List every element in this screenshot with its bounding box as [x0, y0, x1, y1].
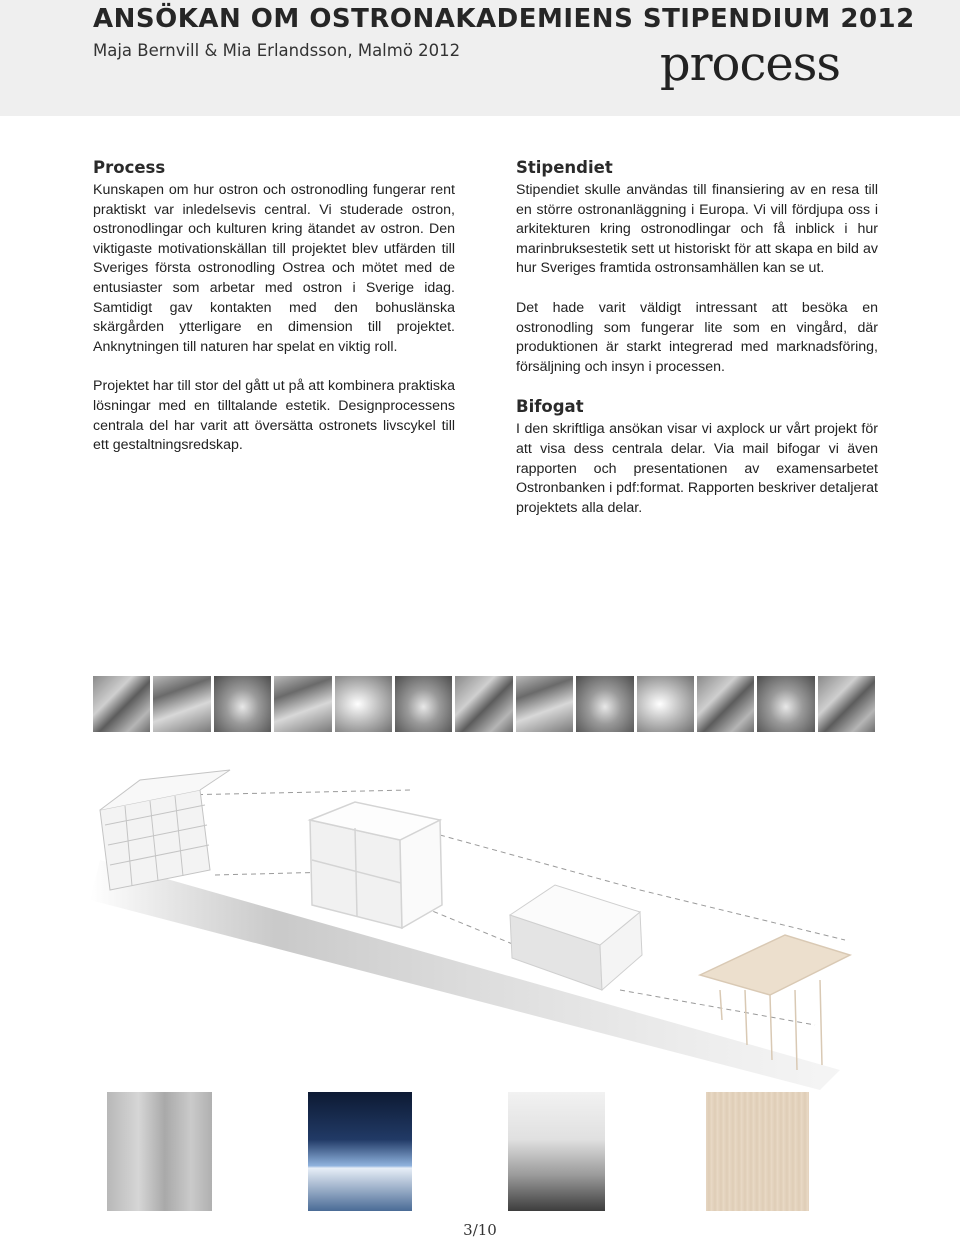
oyster-thumbnail: [93, 676, 150, 732]
oyster-thumbnail: [455, 676, 512, 732]
oyster-thumbnail: [153, 676, 210, 732]
process-paragraph-2: Projektet har till stor del gått ut på att kombinera praktiska lösningar med en tilltalande estetik. Designprocessens centrala del har varit att översätta ostronets livscykel till ett gestaltningsredskap.: [93, 378, 455, 454]
stipendiet-paragraph-2: Det hade varit väldigt intressant att besöka en ostronodling som fungerar lite som en vingård, där produktionen är starkt integrerad med marknadsföring, försäljning och insyn i processen.: [516, 299, 878, 375]
solid-block: [510, 885, 642, 990]
bifogat-paragraph: I den skriftliga ansökan visar vi axplock ur vårt projekt för att visa dess centrala delar. Via mail bifogar vi även rapporten och presentationen av examensarbetet Ostronbanken i pdf:format. Rapporten beskriver detaljerat projektets alla delar.: [516, 421, 878, 516]
oyster-thumbnail: [757, 676, 814, 732]
oyster-thumbnail: [335, 676, 392, 732]
section-title: process: [659, 36, 840, 92]
bifogat-heading: Bifogat: [516, 397, 584, 417]
reference-photo-facade-texture: [107, 1092, 212, 1211]
oyster-thumbnail: [395, 676, 452, 732]
reference-photo-interior: [508, 1092, 605, 1211]
page-number: 3/10: [463, 1221, 497, 1239]
page-header: [0, 0, 960, 116]
oyster-thumbnail: [637, 676, 694, 732]
design-process-diagram: [80, 740, 900, 1090]
oyster-thumbnail: [214, 676, 271, 732]
process-paragraph-1: Kunskapen om hur ostron och ostronodling fungerar rent praktiskt var inledelsevis central. Vi studerade ostron, ostronodlingar och kulturen kring ätandet av ostron. Den viktigaste motivationskällan till projektet blev utfärden till Sveriges första ostronodling Ostrea och mötet med de entusiaster som arbetar med ostron i Sverige idag. Samtidigt gav kontakten med den bohuslänska skärgården ytterligare en dimension till projektet. Anknytningen till naturen har spelat en viktig roll.: [93, 182, 455, 355]
oyster-thumbnail: [697, 676, 754, 732]
reference-photo-glowing-building: [308, 1092, 412, 1211]
reference-photo-wood-texture: [706, 1092, 809, 1211]
lattice-block: [100, 770, 230, 890]
oyster-thumbnail: [818, 676, 875, 732]
oyster-thumbnail: [516, 676, 573, 732]
oyster-thumbnail: [576, 676, 633, 732]
process-heading: Process: [93, 158, 166, 177]
document-title: ANSÖKAN OM OSTRONAKADEMIENS STIPENDIUM 2012: [93, 4, 915, 34]
oyster-photo-strip: [93, 676, 875, 732]
stipendiet-heading: Stipendiet: [516, 158, 613, 177]
oyster-thumbnail: [274, 676, 331, 732]
left-column: [93, 158, 455, 476]
glass-frame-block: [310, 802, 442, 928]
right-column: [516, 158, 878, 538]
document-subtitle: Maja Bernvill & Mia Erlandsson, Malmö 2012: [93, 41, 461, 60]
stipendiet-paragraph-1: Stipendiet skulle användas till finansiering av en resa till en större ostronanläggning i Europa. Vi vill fördjupa oss i arkitekturen kring ostronodlingar och få inblick i hur marinbruksestetik sett ut historiskt för att skapa en bild av hur Sveriges framtida ostronsamhällen kan se ut.: [516, 182, 878, 277]
